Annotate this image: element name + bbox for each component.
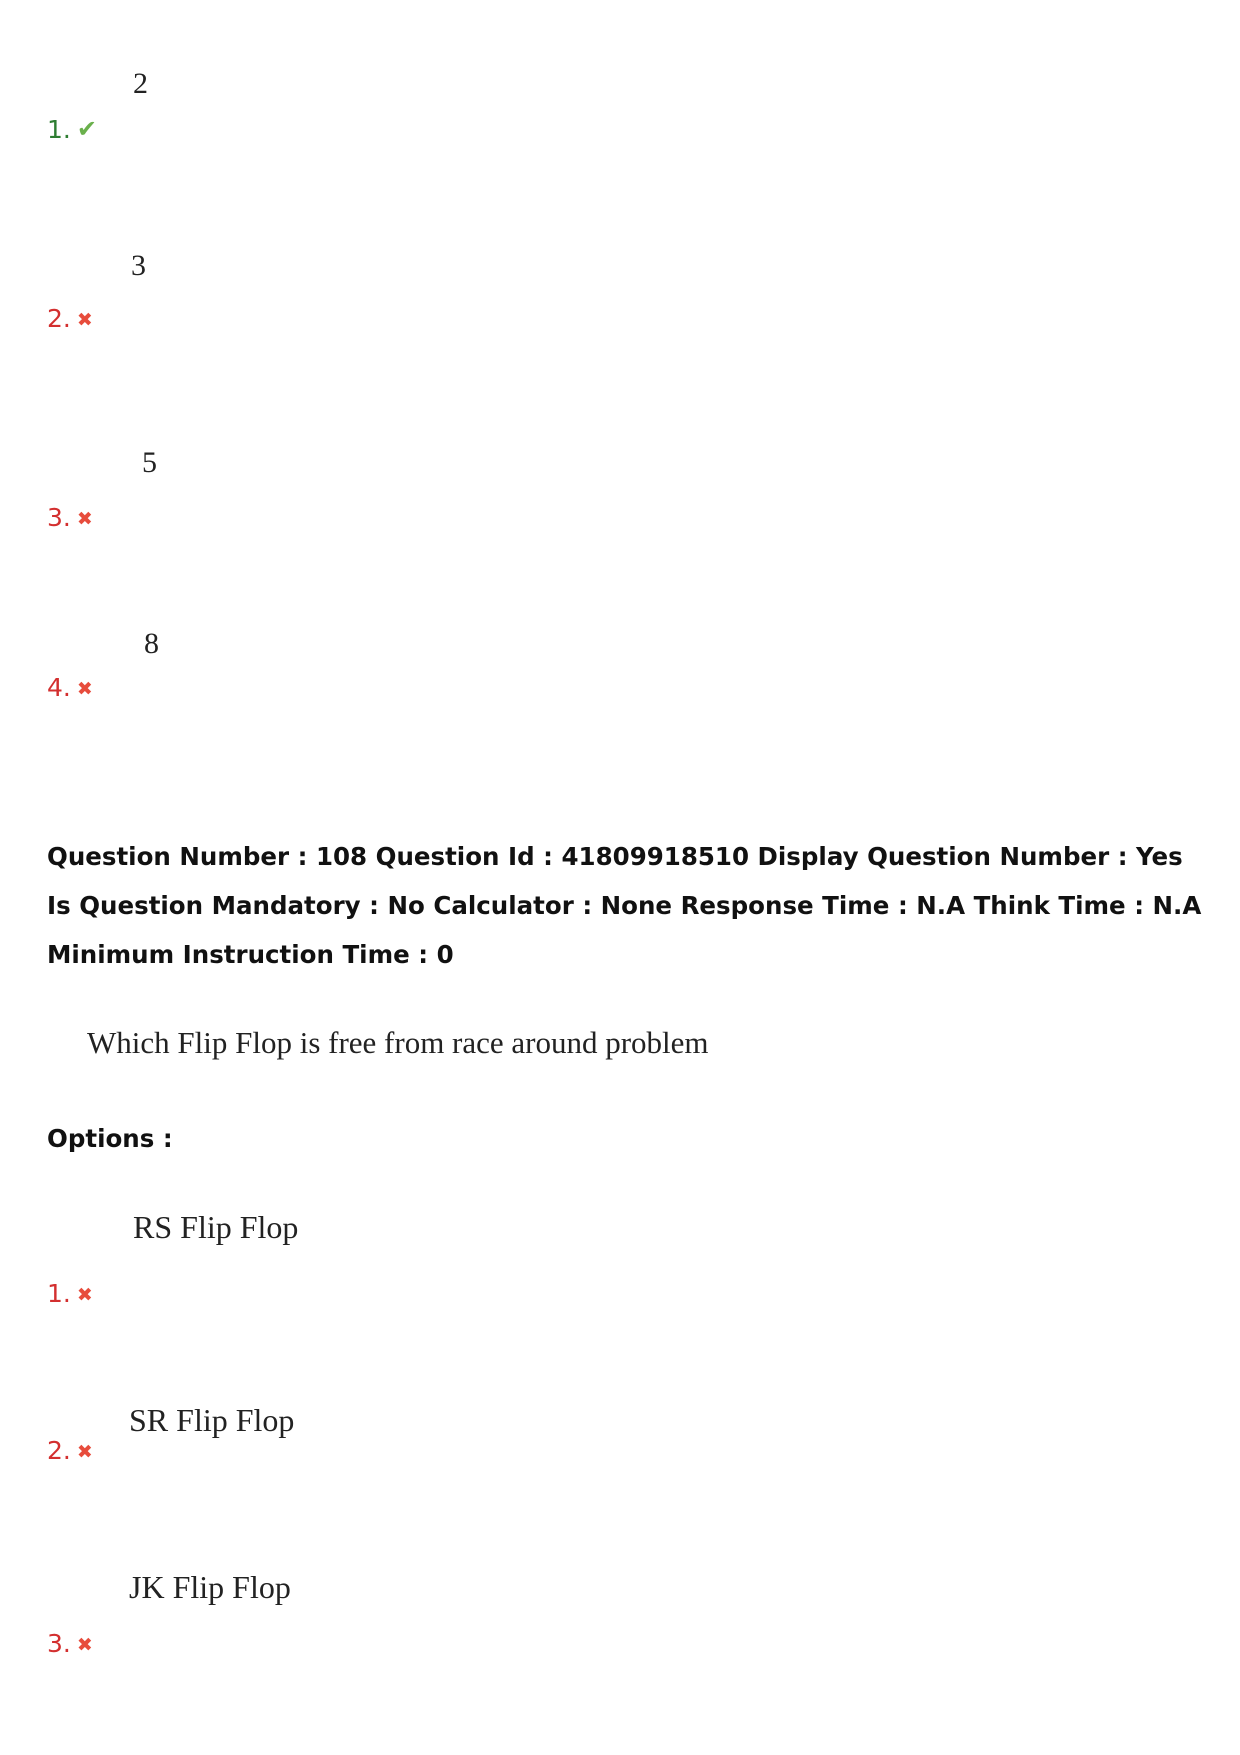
- option-2-text: 3: [131, 249, 146, 282]
- option-1-text: 2: [133, 67, 148, 100]
- question-text: Which Flip Flop is free from race around problem: [87, 1025, 709, 1060]
- option-number: 4.: [47, 673, 71, 702]
- option-3-marker: [47, 503, 93, 534]
- cross-icon: ✖: [76, 1284, 93, 1306]
- option-3-text: JK Flip Flop: [129, 1569, 291, 1605]
- option-1-marker: [47, 114, 97, 145]
- option-4-text: 8: [144, 627, 159, 660]
- option-number: 2.: [47, 1436, 71, 1465]
- option-number: 2.: [47, 304, 71, 333]
- question-meta: Question Number : 108 Question Id : 41809918510 Display Question Number : Yes Is Question Mandatory : No Calculator : None Response Time : N.A Think Time : N.A Minimum Instruction Time : 0: [47, 842, 1202, 969]
- cross-icon: ✖: [76, 1634, 93, 1656]
- option-4-marker: [47, 673, 93, 704]
- options-label: Options :: [47, 1124, 173, 1153]
- option-number: 3.: [47, 1629, 71, 1658]
- cross-icon: ✖: [76, 678, 93, 700]
- option-1-text: RS Flip Flop: [133, 1209, 299, 1245]
- option-number: 1.: [47, 1279, 71, 1308]
- option-2-text: SR Flip Flop: [129, 1402, 295, 1438]
- option-number: 3.: [47, 503, 71, 532]
- option-3-marker: [47, 1629, 93, 1660]
- cross-icon: ✖: [76, 309, 93, 331]
- option-number: 1.: [47, 115, 71, 144]
- check-icon: ✔: [76, 115, 97, 143]
- option-2-marker: [47, 1436, 93, 1467]
- option-2-marker: [47, 304, 93, 335]
- cross-icon: ✖: [76, 508, 93, 530]
- option-1-marker: [47, 1279, 93, 1310]
- cross-icon: ✖: [76, 1441, 93, 1463]
- option-3-text: 5: [142, 446, 157, 479]
